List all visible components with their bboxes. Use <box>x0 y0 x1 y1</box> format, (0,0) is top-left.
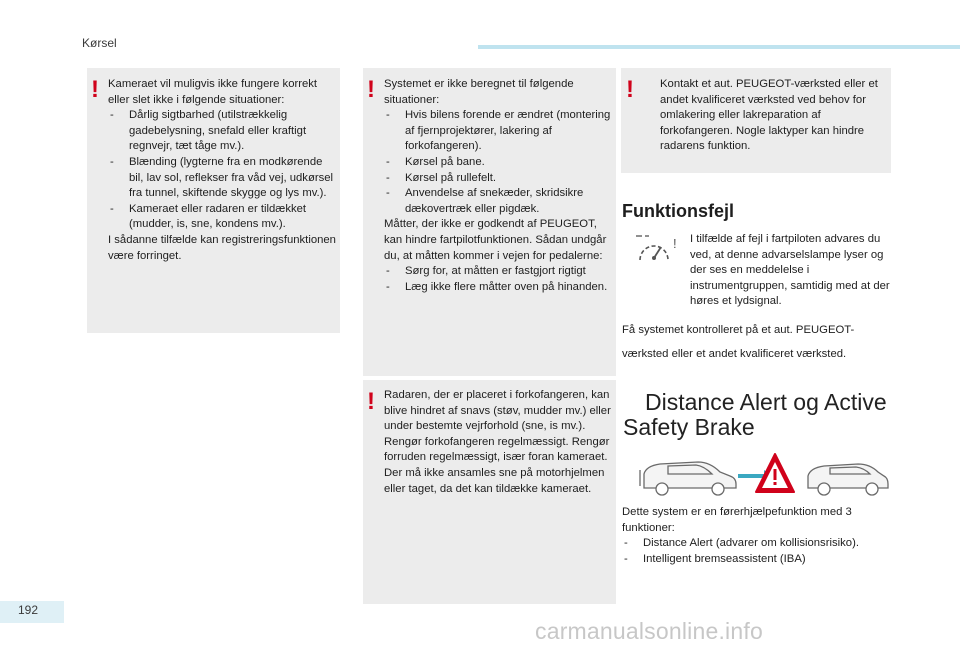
list-item: - Intelligent bremseassistent (IBA) <box>622 552 892 568</box>
warning-icon: ! <box>367 76 375 103</box>
mats-paragraph: Måtter, der ikke er godkendt af PEUGEOT, kan hindre fartpilotfunktionen. Sådan undgår du, at måtten kommer i vejen for pedalerne: <box>384 218 607 262</box>
warning-icon: ! <box>626 76 634 103</box>
distance-title-line2: Safety Brake <box>623 414 755 440</box>
camera-outro: I sådanne tilfælde kan registreringsfunktionen være forringet. <box>108 233 336 262</box>
warning-icon: ! <box>91 76 99 103</box>
header-accent-bar <box>478 45 960 49</box>
warning-box-system-text <box>384 77 612 295</box>
collision-warning-illustration <box>638 450 890 500</box>
list-item: - Dårlig sigtbarhed (utilstrækkelig gadebelysning, snefald eller kraftigt regnvejr, tæt tåge mv.). <box>108 108 336 155</box>
paint-paragraph: Kontakt et aut. PEUGEOT-værksted eller et andet kvalificeret værksted ved behov for omlakering eller lakreparation af forkofangeren. Nogle laktyper kan hindre radarens funktion. <box>660 78 878 153</box>
distance-intro: Dette system er en førerhjælpefunktion med 3 funktioner: <box>622 506 852 534</box>
list-item: - Kørsel på bane. <box>384 155 612 171</box>
list-item: - Læg ikke flere måtter oven på hinanden. <box>384 280 612 296</box>
list-item: - Blænding (lygterne fra en modkørende bil, lav sol, reflekser fra våd vej, udkørsel fra tunnel, skiftende skygge og lys mv.). <box>108 155 336 202</box>
warning-icon: ! <box>367 388 375 415</box>
section-heading-distance-alert <box>623 390 887 440</box>
list-item: - Kørsel på rullefelt. <box>384 171 612 187</box>
funktionsfejl-note: Få systemet kontrolleret på et aut. PEUGEOT-værksted eller et andet kvalificeret værksted. <box>622 324 855 360</box>
section-heading-funktionsfejl: Funktionsfejl <box>622 201 734 221</box>
svg-text:!: ! <box>673 236 677 251</box>
warning-box-radar-text <box>384 388 612 497</box>
warning-box-camera-text <box>108 77 336 264</box>
section-title: Kørsel <box>82 36 117 50</box>
camera-intro: Kameraet vil muligvis ikke fungere korrekt eller slet ikke i følgende situationer: <box>108 78 318 106</box>
distance-title-line1: Distance Alert og Active <box>645 389 887 415</box>
distance-text <box>622 505 892 567</box>
list-item: - Sørg for, at måtten er fastgjort rigtigt <box>384 264 612 280</box>
list-item: - Anvendelse af snekæder, skridsikre dækovertræk eller pigdæk. <box>384 186 612 217</box>
funktionsfejl-icon-text: I tilfælde af fejl i fartpiloten advares du ved, at denne advarselslampe lyser og der ses en meddelelse i instrumentgruppen, samtidig med at der høres et lydsignal. <box>690 233 890 308</box>
warning-box-paint-text <box>660 77 884 155</box>
watermark: carmanualsonline.info <box>535 618 763 644</box>
system-intro: Systemet er ikke beregnet til følgende situationer: <box>384 78 574 106</box>
radar-paragraph: Radaren, der er placeret i forkofangeren, kan blive hindret af snavs (støv, mudder mv.) eller under bestemte vejrforhold (sne, is mv.). Rengør forkofangeren regelmæssigt. Rengør forruden regelmæssigt, især foran kameraet. Der må ikke ansamles sne på motorhjelmen eller taget, da det kan tildække kameraet. <box>384 389 611 495</box>
list-item: - Hvis bilens forende er ændret (montering af fjernprojektører, lakering af forkofangeren). <box>384 108 612 155</box>
list-item: - Distance Alert (advarer om kollisionsrisiko). <box>622 536 892 552</box>
speedometer-warning-icon <box>628 230 684 266</box>
page-number: 192 <box>18 603 39 617</box>
list-item: - Kameraet eller radaren er tildækket (mudder, is, sne, kondens mv.). <box>108 202 336 233</box>
